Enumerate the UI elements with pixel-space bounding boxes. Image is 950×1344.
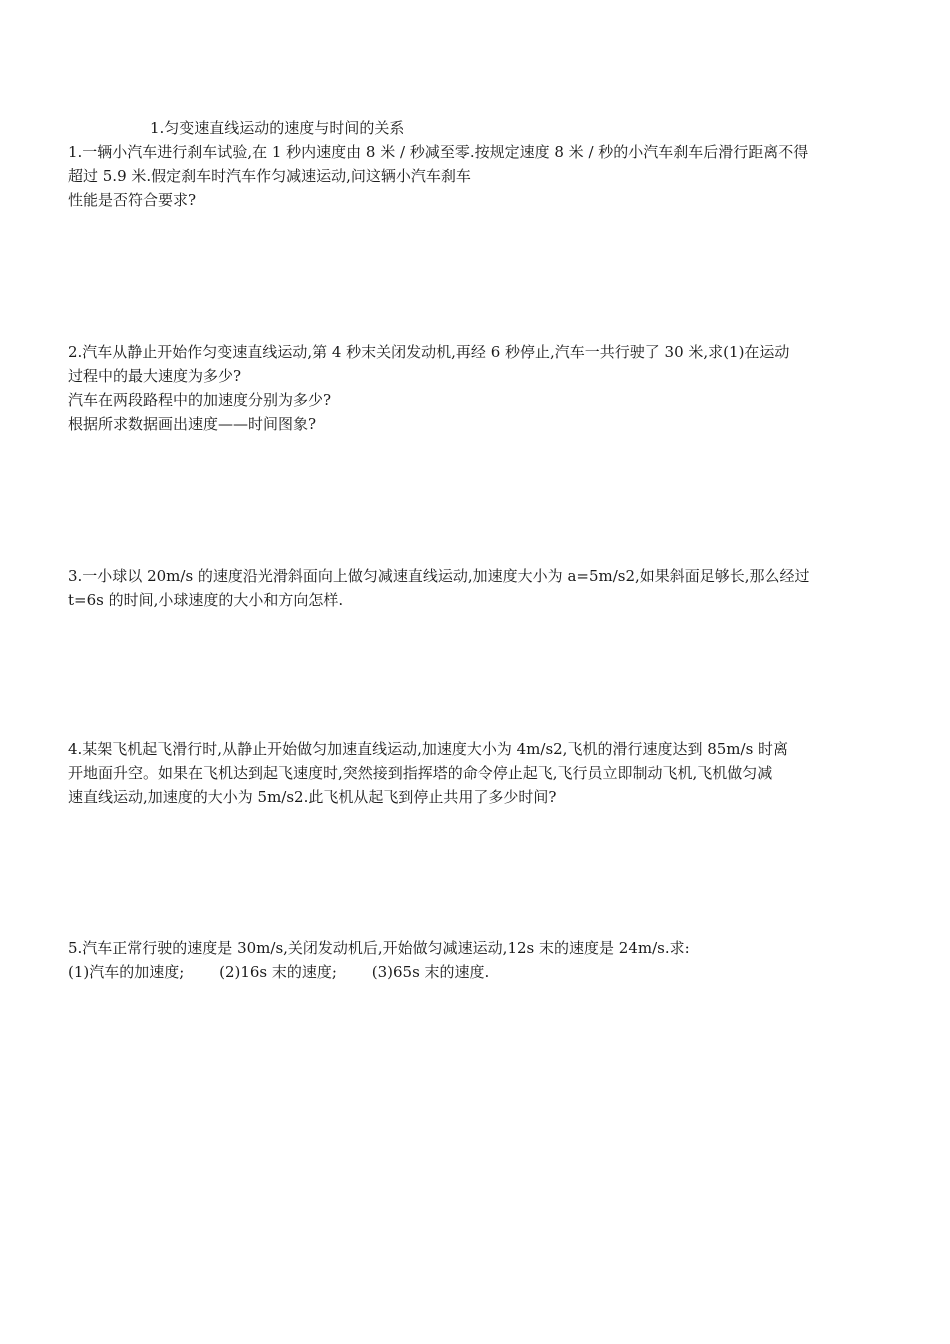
question-1-line-2: 超过 5.9 米.假定刹车时汽车作匀减速运动,问这辆小汽车刹车 [68, 167, 471, 185]
question-2-line-1: 2.汽车从静止开始作匀变速直线运动,第 4 秒末关闭发动机,再经 6 秒停止,汽车一共行驶了 30 米,求(1)在运动 [68, 343, 790, 361]
question-2 [68, 340, 886, 436]
question-4 [68, 737, 886, 809]
question-2-line-3: 汽车在两段路程中的加速度分别为多少? [68, 391, 332, 409]
question-5-subparts [68, 960, 886, 984]
question-5 [68, 936, 886, 984]
question-5-subpart-1: (1)汽车的加速度; [68, 963, 185, 981]
question-2-line-2: 过程中的最大速度为多少? [68, 367, 242, 385]
question-4-line-2: 开地面升空。如果在飞机达到起飞速度时,突然接到指挥塔的命令停止起飞,飞行员立即制动飞机,飞机做匀减 [68, 764, 773, 782]
question-3 [68, 564, 886, 612]
question-5-subpart-2: (2)16s 末的速度; [219, 963, 337, 981]
question-4-line-1: 4.某架飞机起飞滑行时,从静止开始做匀加速直线运动,加速度大小为 4m/s2,飞机的滑行速度达到 85m/s 时离 [68, 740, 789, 758]
question-4-line-3: 速直线运动,加速度的大小为 5m/s2.此飞机从起飞到停止共用了多少时间? [68, 788, 557, 806]
document-title: 1.匀变速直线运动的速度与时间的关系 [150, 119, 405, 137]
question-2-line-4: 根据所求数据画出速度——时间图象? [68, 415, 317, 433]
question-5-line-1: 5.汽车正常行驶的速度是 30m/s,关闭发动机后,开始做匀减速运动,12s 末的速度是 24m/s.求: [68, 939, 690, 957]
question-3-line-2: t=6s 的时间,小球速度的大小和方向怎样. [68, 591, 344, 609]
question-1-line-3: 性能是否符合要求? [68, 191, 197, 209]
question-3-line-1: 3.一小球以 20m/s 的速度沿光滑斜面向上做匀减速直线运动,加速度大小为 a=5m/s2,如果斜面足够长,那么经过 [68, 567, 810, 585]
question-1-line-1: 1.一辆小汽车进行刹车试验,在 1 秒内速度由 8 米 / 秒减至零.按规定速度 8 米 / 秒的小汽车刹车后滑行距离不得 [68, 143, 809, 161]
question-1 [68, 140, 886, 212]
question-5-subpart-3: (3)65s 末的速度. [371, 963, 490, 981]
